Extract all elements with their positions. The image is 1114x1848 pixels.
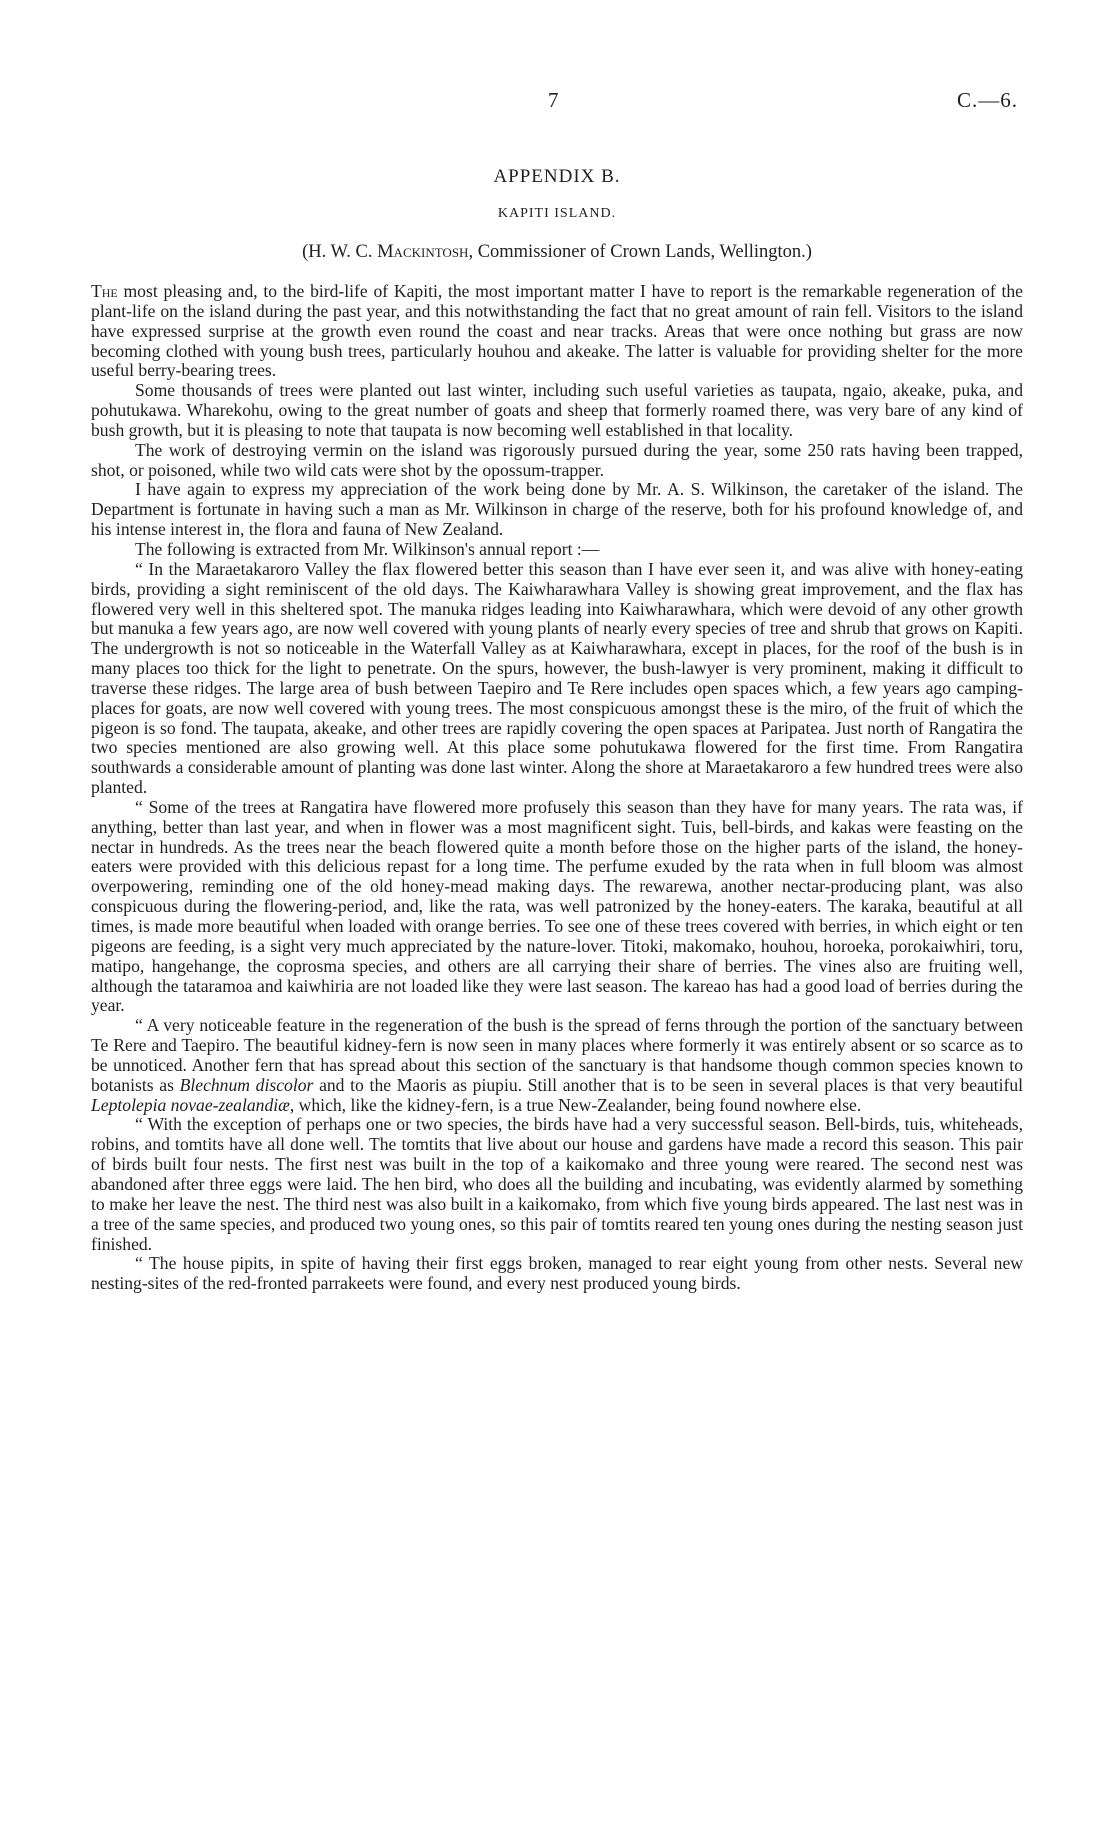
byline-rest: , Commissioner of Crown Lands, Wellington.) <box>468 242 812 262</box>
byline-open: (H. W. C. <box>302 242 378 262</box>
paragraph-8 <box>91 1016 1023 1115</box>
paragraph-7: “ Some of the trees at Rangatira have flowered more profusely this season than they have for many years. The rata was, if anything, better than last year, and when in flower was a most magnificent sight. Tuis, bell-birds, and kakas were feasting on the nectar in hundreds. As the trees near the beach flowered quite a month before those on the higher parts of the island, the honey-eaters were provided with this delicious repast for a long time. The perfume exuded by the rata when in full bloom was almost overpowering, reminding one of the old honey-mead making days. The rewarewa, another nectar-producing plant, was also conspicuous during the flowering-period, and, like the rata, was well patronized by the honey-eaters. The karaka, beautiful at all times, is made more beautiful when loaded with orange berries. To see one of these trees covered with berries, in which eight or ten pigeons are feeding, is a sight very much appreciated by the nature-lover. Titoki, makomako, houhou, horoeka, porokaiwhiri, toru, matipo, hangehange, the coprosma species, and others are all carrying their share of berries. The vines also are fruiting well, although the tataramoa and kaiwhiria are not loaded like they were last season. The kareao has had a good load of berries during the year. <box>91 796 1023 1016</box>
paragraph-6: “ In the Maraetakaroro Valley the flax flowered better this season than I have ever seen it, and was alive with honey-eating birds, providing a sight reminiscent of the old days. The Kaiwharawhara Valley is showing great improvement, and the flax has flowered very well in this sheltered spot. The manuka ridges leading into Kaiwharawhara, which were devoid of any other growth but manuka a few years ago, are now well covered with young plants of nearly every species of tree and shrub that grows on Kapiti. The undergrowth is not so noticeable in the Waterfall Valley as at Kaiwharawhara, except in places, for the roof of the bush is in many places too thick for the light to penetrate. On the spurs, however, the bush-lawyer is very prominent, making it difficult to traverse these ridges. The large area of bush between Taepiro and Te Rere includes open spaces which, a few years ago camping-places for goats, are now well covered with young trees. The most conspicuous amongst these is the miro, of the fruit of which the pigeon is so fond. The taupata, akeake, and other trees are rapidly covering the open spaces at Paripatea. Just north of Rangatira the two species mentioned are also growing well. At this place some pohutukawa flowered for the first time. From Rangatira southwards a considerable amount of planting was done last winter. Along the shore at Maraetakaroro a few hundred trees were also planted. <box>91 558 1023 798</box>
appendix-title: APPENDIX B. <box>493 166 621 187</box>
paragraph-2: Some thousands of trees were planted out last winter, including such useful varieties as taupata, ngaio, akeake, puka, and pohutukawa. Wharekohu, owing to the great number of goats and sheep that formerly roamed there, was very bare of any kind of bush growth, but it is pleasing to note that taupata is now becoming well established in that locality. <box>91 380 1023 440</box>
paragraph-9: “ With the exception of perhaps one or two species, the birds have had a very successful season. Bell-birds, tuis, whiteheads, robins, and tomtits have all done well. The tomtits that live about our house and gardens have made a record this season. This pair of birds built four nests. The first nest was built in the top of a kaikomako and three young were reared. The second nest was abandoned after three eggs were laid. The hen bird, who does all the building and incubating, was evidently alarmed by something to make her leave the nest. The third nest was also built in a kaikomako, from which five young birds appeared. The last nest was in a tree of the same species, and produced two young ones, so this pair of tomtits reared ten young ones during the nesting season just finished. <box>91 1114 1023 1254</box>
title-block <box>0 166 1114 263</box>
paragraph-10: “ The house pipits, in spite of having their first eggs broken, managed to rear eight young from other nests. Several new nesting-sites of the red-fronted parrakeets were found, and every nest produced young birds. <box>91 1253 1023 1294</box>
paragraph-1-text: most pleasing and, to the bird-life of Kapiti, the most important matter I have to report is the remarkable regeneration of the plant-life on the island during the past year, and this notwithstanding the fact that no great amount of rain fell. Visitors to the island have expressed surprise at the growth even round the coast and near tracks. Areas that were once nothing but grass are now becoming clothed with young bush trees, particularly houhou and akeake. The latter is valuable for providing shelter for the more useful berry-bearing trees. <box>91 281 1023 381</box>
section-title: KAPITI ISLAND. <box>497 206 617 221</box>
paragraph-3: The work of destroying vermin on the island was rigorously pursued during the year, some 250 rats having been trapped, shot, or poisoned, while two wild cats were shot by the opossum-trapper. <box>91 439 1023 480</box>
paragraph-8-text-a: “ A very noticeable feature in the regeneration of the bush is the spread of ferns through the portion of the sanctuary between Te Rere and Taepiro. The beautiful kidney-fern is now seen in many places where formerly it was entirely absent or so scarce as to be unnoticed. Another fern that has spread about this section of the sanctuary is that handsome though common species known to botanists as <box>91 1015 1023 1095</box>
page-header <box>0 88 1114 116</box>
paragraph-5: The following is extracted from Mr. Wilkinson's annual report :— <box>135 538 600 559</box>
paragraph-1 <box>91 282 1023 381</box>
paragraph-4: I have again to express my appreciation of the work being done by Mr. A. S. Wilkinson, the caretaker of the island. The Department is fortunate in having such a man as Mr. Wilkinson in charge of the reserve, both for his profound knowledge of, and his intense interest in, the flora and fauna of New Zealand. <box>91 479 1023 540</box>
paper-reference: C.—6. <box>956 88 1018 112</box>
report-body <box>91 282 1023 1294</box>
byline <box>0 242 1114 263</box>
byline-author-name: Mackintosh <box>377 242 469 262</box>
paragraph-8-text-b: and to the Maoris as piupiu. Still another that is to be seen in several places is that very beautiful <box>313 1074 1024 1095</box>
page-number: 7 <box>548 88 559 112</box>
species-name-blechnum: Blechnum discolor <box>179 1074 314 1095</box>
paragraph-8-text-c: , which, like the kidney-fern, is a true New-Zealander, being found nowhere else. <box>289 1094 862 1115</box>
paragraph-1-lead: The <box>91 281 118 301</box>
species-name-leptolepia: Leptolepia novae-zealandiæ <box>91 1094 290 1115</box>
